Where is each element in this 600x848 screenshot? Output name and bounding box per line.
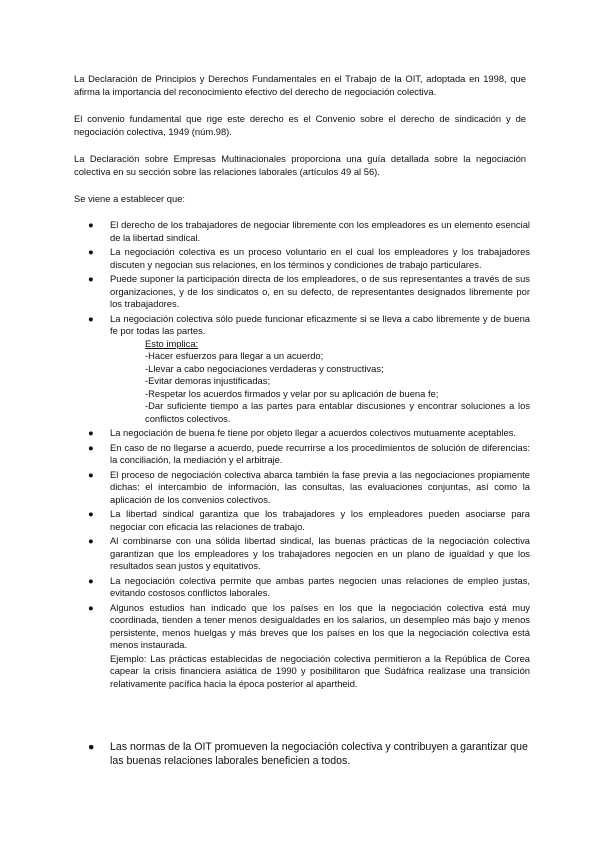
final-bullet-text: Las normas de la OIT promueven la negociación colectiva y contribuyen a garantizar que las buenas relaciones laborales beneficien a todos. — [110, 741, 528, 767]
bullet-icon: ● — [88, 601, 94, 613]
list-item-text: El proceso de negociación colectiva abarca también la fase previa a las negociaciones propiamente dichas: el intercambio de información, las consultas, las evaluaciones conjuntas, así como la aplicación de los convenios colectivos. — [110, 468, 530, 505]
list-item-text: Algunos estudios han indicado que los países en los que la negociación colectiva está muy coordinada, tienden a tener menos desigualdades en los salarios, un desempleo más bajo y menos persistente, menos huelgas y más breves que los países en los que la negociación colectiva está menos instaurada. — [110, 601, 530, 650]
implica-list — [145, 338, 530, 426]
list-item-text: Puede suponer la participación directa de los empleadores, o de sus representantes a través de sus organizaciones, y de los sindicatos o, en su defecto, de representantes designados libremente por los trabajadores. — [110, 273, 530, 309]
list-item-text: La libertad sindical garantiza que los trabajadores y los empleadores pueden asociarse para negociar con eficacia las relaciones de trabajo. — [110, 508, 530, 532]
bullet-icon: ● — [88, 535, 94, 546]
bullet-icon: ● — [88, 741, 95, 753]
list-item — [74, 219, 530, 244]
list-item-text: La negociación colectiva es un proceso voluntario en el cual los empleadores y los trabajadores discuten y negocian sus relaciones, en los términos y condiciones de trabajo particulares. — [110, 246, 530, 270]
bullet-icon: ● — [88, 427, 94, 438]
list-item-text: El derecho de los trabajadores de negociar libremente con los empleadores es un elemento esencial de la libertad sindical. — [110, 219, 530, 243]
implica-title: Esto implica: — [145, 337, 199, 349]
list-item — [74, 427, 530, 440]
implica-item: -Evitar demoras injustificadas; — [145, 375, 271, 386]
bullet-icon: ● — [88, 574, 94, 586]
list-item — [74, 508, 530, 533]
list-item — [74, 575, 530, 600]
list-item — [74, 313, 530, 426]
list-item-text: La negociación de buena fe tiene por objeto llegar a acuerdos colectivos mutuamente aceptables. — [110, 427, 516, 438]
list-item — [74, 246, 530, 271]
bullet-list — [74, 219, 530, 692]
paragraph-intro-list: Se viene a establecer que: — [74, 193, 186, 204]
paragraph-convenio-98: El convenio fundamental que rige este derecho es el Convenio sobre el derecho de sindicación y de negociación colectiva, 1949 (núm.98). — [74, 113, 526, 137]
example-paragraph: Ejemplo: Las prácticas establecidas de negociación colectiva permitieron a la República de Corea capear la crisis financiera asiática de 1990 y posibilitaron que Sudáfrica realizase una transición relativamente pacífica hacia la época posterior al apartheid. — [110, 652, 530, 689]
list-item-text: En caso de no llegarse a acuerdo, puede recurrirse a los procedimientos de solución de diferencias: la conciliación, la mediación y el arbitraje. — [110, 441, 530, 465]
list-item-text: La negociación colectiva sólo puede funcionar eficazmente si se lleva a cabo libremente y de buena fe por todas las partes. — [110, 312, 530, 336]
list-item — [74, 273, 530, 311]
implica-item: -Llevar a cabo negociaciones verdaderas y constructivas; — [145, 362, 384, 374]
paragraph-declaracion-oit: La Declaración de Principios y Derechos Fundamentales en el Trabajo de la OIT, adoptada en 1998, que afirma la importancia del reconocimiento efectivo del derecho de negociación colectiva. — [74, 73, 526, 97]
bullet-icon: ● — [88, 441, 94, 453]
paragraph-empresas-multinacionales: La Declaración sobre Empresas Multinacionales proporciona una guía detallada sobre la negociación colectiva en su sección sobre las relaciones laborales (artículos 49 al 56). — [74, 153, 526, 177]
implica-item: -Hacer esfuerzos para llegar a un acuerdo; — [145, 350, 324, 361]
list-item — [74, 469, 530, 507]
list-item-text: Al combinarse con una sólida libertad sindical, las buenas prácticas de la negociación colectiva garantizan que los empleadores y los trabajadores negocien en un plano de igualdad y que los resultados sean justos y equitativos. — [110, 535, 530, 571]
bullet-icon: ● — [88, 468, 94, 480]
implica-item: -Respetar los acuerdos firmados y velar por su aplicación de buena fe; — [145, 387, 439, 399]
bullet-icon: ● — [88, 246, 94, 257]
list-item — [74, 602, 530, 691]
bullet-icon: ● — [88, 219, 94, 230]
list-item — [74, 442, 530, 467]
bullet-icon: ● — [88, 312, 94, 324]
list-item-text: La negociación colectiva permite que ambas partes negocien unas relaciones de empleo justas, evitando costosos conflictos laborales. — [110, 574, 530, 598]
final-bullet — [74, 740, 530, 768]
implica-item: -Dar suficiente tiempo a las partes para entablar discusiones y encontrar soluciones a los conflictos colectivos. — [145, 400, 530, 424]
list-item — [74, 535, 530, 573]
bullet-icon: ● — [88, 273, 94, 284]
bullet-icon: ● — [88, 508, 94, 519]
